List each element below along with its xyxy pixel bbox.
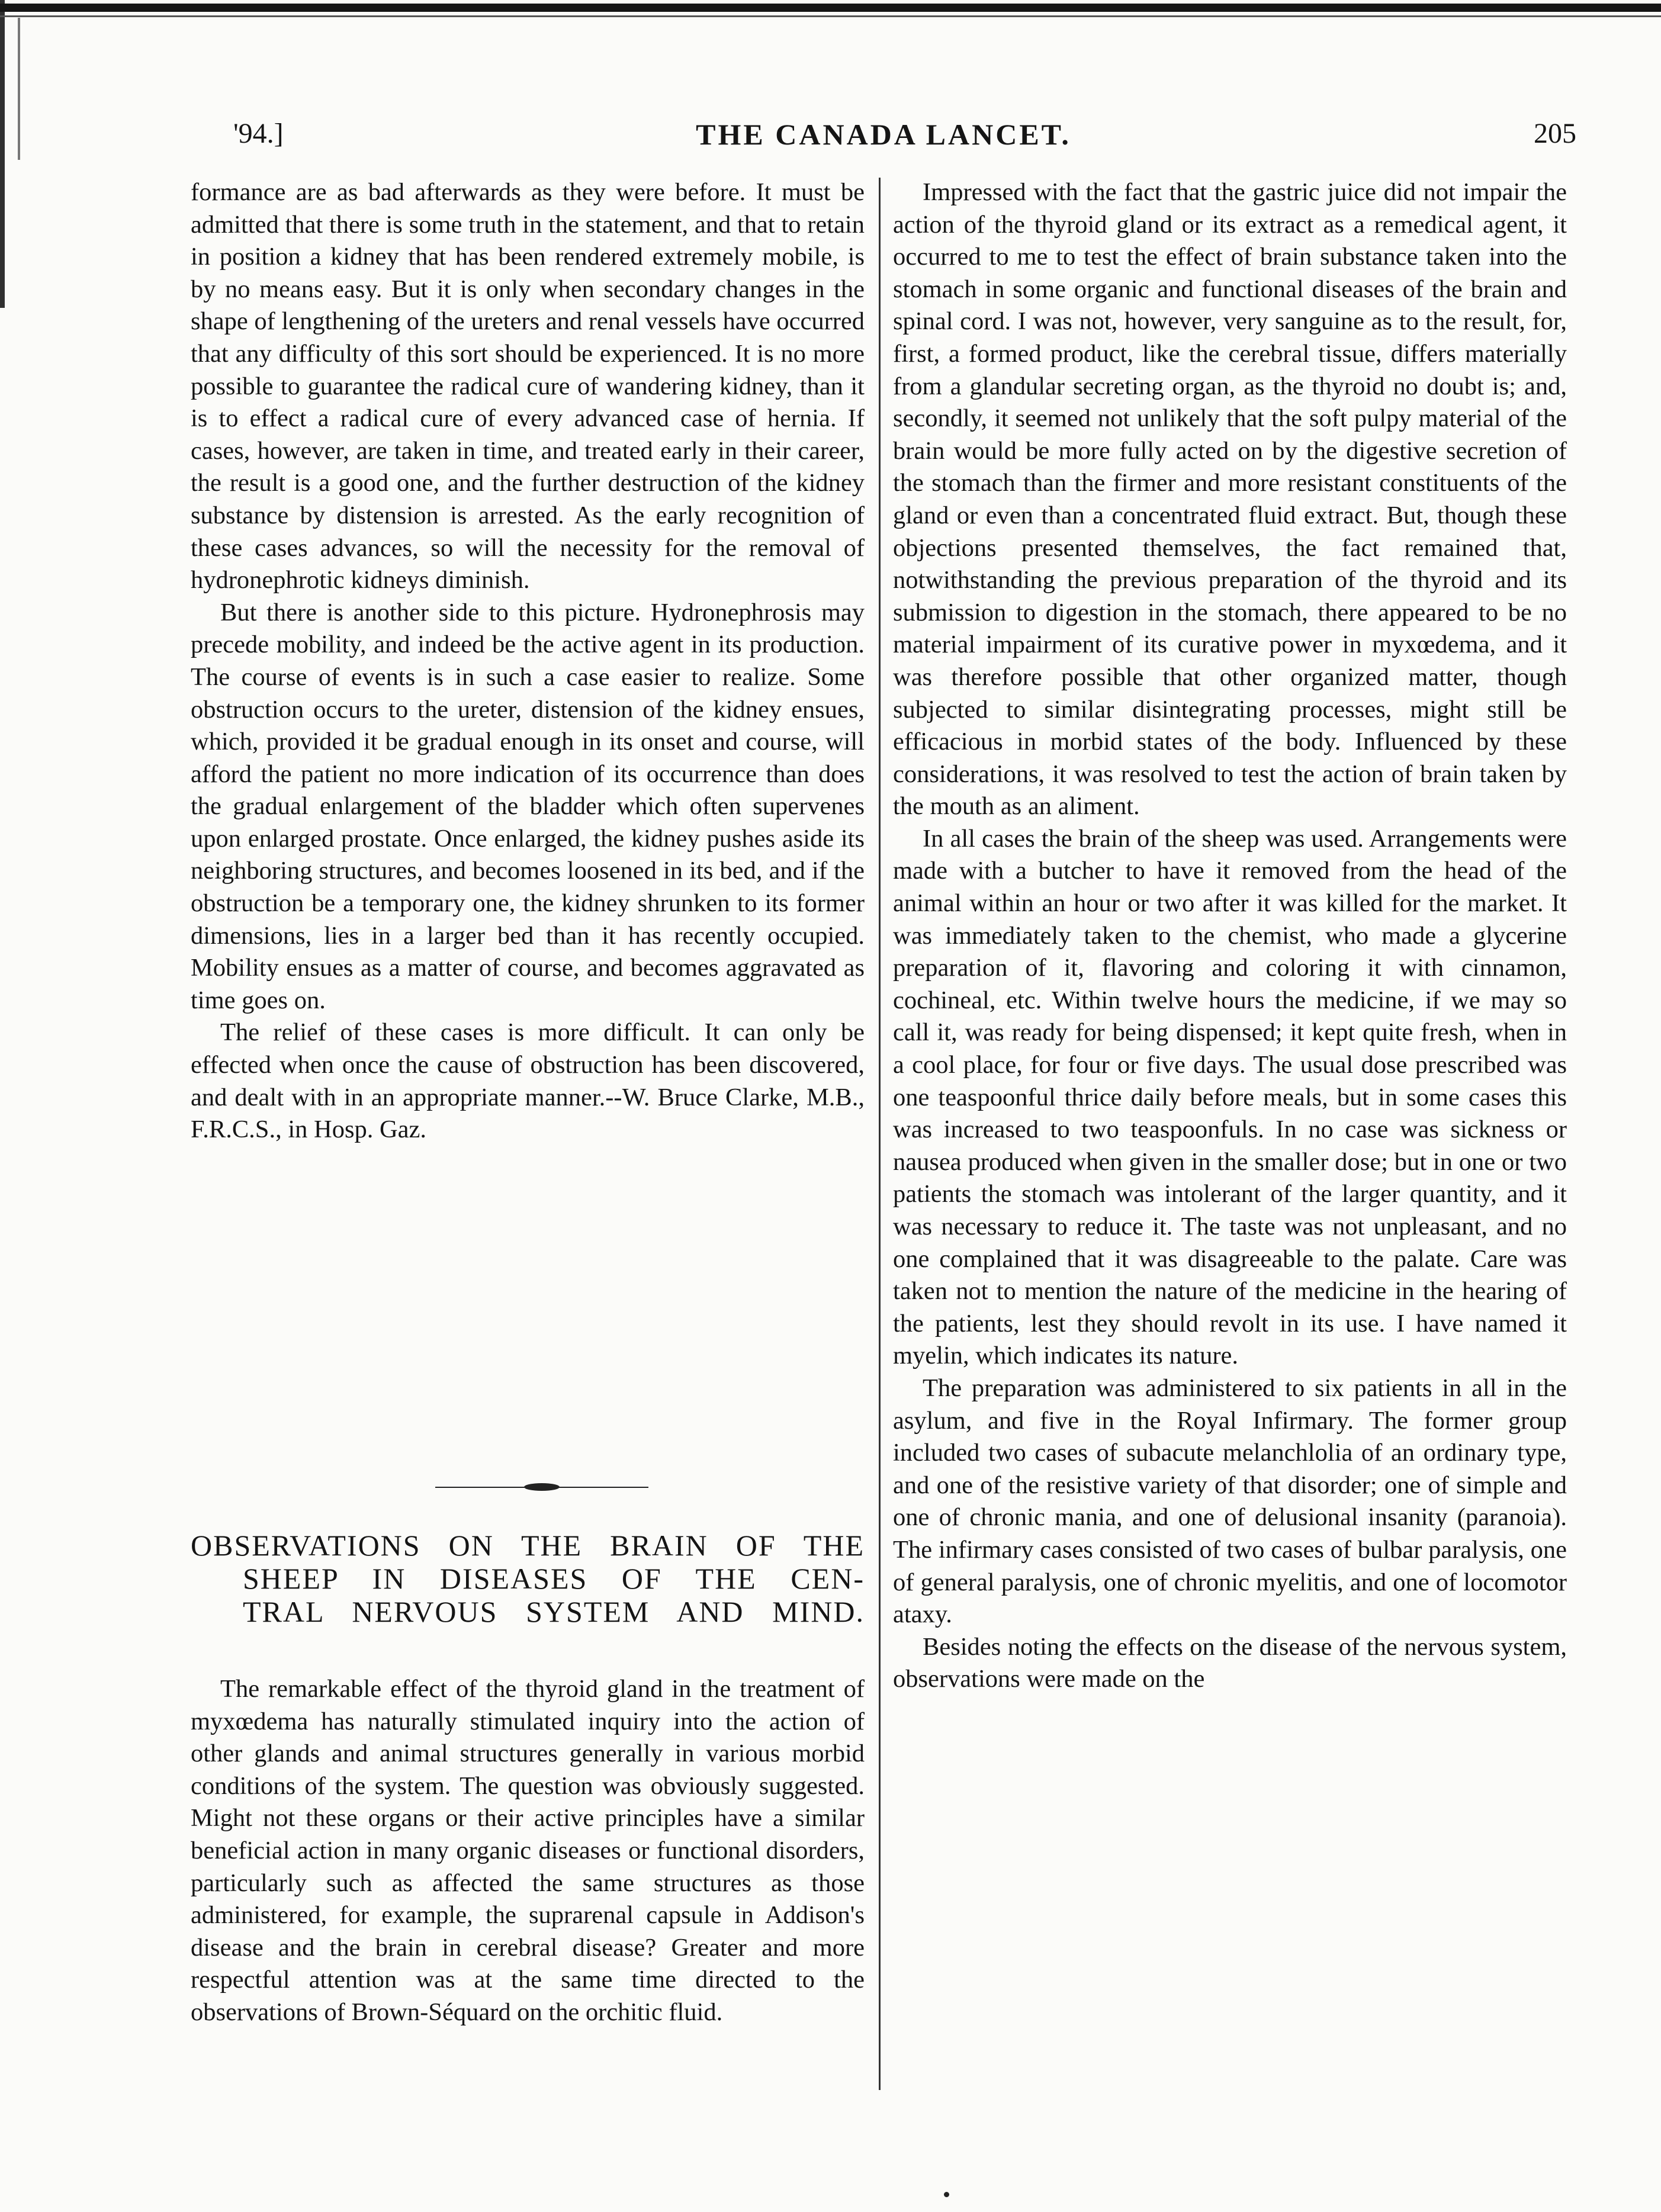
paragraph: The remarkable effect of the thyroid gland in the treatment of myxœdema has naturally stimulated inquiry into the action of other glands and animal structures generally in various morbid conditions of the system. The question was obviously suggested. Might not these organs or their active principles have a similar beneficial action in many organic diseases or functional disorders, particularly such as affected the same structures as those administered, for example, the suprarenal capsule in Addison's disease and the brain in cerebral disease? Greater and more respectful attention was at the same time directed to the observations of Brown-Séquard on the orchitic fluid. xyxy=(191,1675,865,2026)
paragraph: Impressed with the fact that the gastric juice did not impair the action of the thyroid gland or its extract as a remedical agent, it occurred to me to test the effect of brain substance taken into the stomach in some organic and functional diseases of the brain and spinal cord. I was not, however, very sanguine as to the result, for, first, a formed product, like the cerebral tissue, differs materially from a glandular secreting organ, as the thyroid no doubt is; and, secondly, it seemed not unlikely that the soft pulpy material of the brain would be more fully acted on by the digestive secretion of the stomach than the firmer and more resistant constituents of the gland or even than a concentrated fluid extract. But, though these objections presented themselves, the fact remained that, notwithstanding the previous preparation of the thyroid and its submission to digestion in the stomach, there appeared to be no material impairment of its curative power in myxœdema, and it was therefore possible that other organized matter, though subjected to similar disintegrating processes, might still be efficacious in morbid states of the body. Influenced by these considerations, it was resolved to test the action of brain taken by the mouth as an aliment. xyxy=(893,178,1567,821)
section-divider-ornament xyxy=(435,1480,648,1494)
page-edge-mark xyxy=(18,18,20,160)
article-title xyxy=(191,1529,865,1628)
volume-year: '94.] xyxy=(233,118,284,149)
column-divider xyxy=(879,178,881,2090)
paragraph: In all cases the brain of the sheep was used. Arrangements were made with a butcher to have it removed from the head of the animal within an hour or two after it was killed for the market. It was immediately taken to the chemist, who made a glycerine preparation of it, flavoring and coloring it with cinnamon, cochineal, etc. Within twelve hours the medicine, if we may so call it, was ready for being dispensed; it kept quite fresh, when in a cool place, for four or five days. The usual dose prescribed was one teaspoonful thrice daily before meals, but in some cases this was increased to two teaspoonfuls. In no case was sickness or nausea produced when given in the smaller dose; but in one or two patients the stomach was intolerant of the larger quantity, and it was necessary to reduce it. The taste was not unpleasant, and no one complained that it was disagreeable to the palate. Care was taken not to mention the nature of the medicine in the hearing of the patients, lest they should revolt in its use. I have named it myelin, which indicates its nature. xyxy=(893,824,1567,1370)
right-column xyxy=(893,176,1567,1696)
article-title-line: SHEEP IN DISEASES OF THE CEN- xyxy=(243,1562,865,1595)
paragraph: But there is another side to this picture. Hydronephrosis may precede mobility, and indeed be the active agent in its production. The course of events is in such a case easier to realize. Some obstruction occurs to the ureter, distension of the kidney ensues, which, provided it be gradual enough in its onset and course, will afford the patient no more indication of its occurrence than does the gradual enlargement of the bladder which often supervenes upon enlarged prostate. Once enlarged, the kidney pushes aside its neighboring structures, and becomes loosened in its bed, and if the obstruction be a temporary one, the kidney shrunken to its former dimensions, lies in a larger bed than it has recently occupied. Mobility ensues as a matter of course, and becomes aggravated as time goes on. xyxy=(191,598,865,1014)
paragraph: formance are as bad afterwards as they were before. It must be admitted that there is some truth in the statement, and that to retain in position a kidney that has been rendered extremely mobile, is by no means easy. But it is only when secondary changes in the shape of lengthening of the ureters and renal vessels have occurred that any difficulty of this sort should be experienced. It is no more possible to guarantee the radical cure of wandering kidney, than it is to effect a radical cure of every advanced case of hernia. If cases, however, are taken in time, and treated early in their career, the result is a good one, and the further destruction of the kidney substance by distension is arrested. As the early recognition of these cases advances, so will the necessity for the removal of hydronephrotic kidneys diminish. xyxy=(191,178,865,594)
article-title-line: OBSERVATIONS ON THE BRAIN OF THE xyxy=(191,1529,865,1562)
paragraph: Besides noting the effects on the disease of the nervous system, observations were made on the xyxy=(893,1632,1567,1693)
article-body-left xyxy=(191,1673,865,2029)
paragraph: The relief of these cases is more difficult. It can only be effected when once the cause of obstruction has been discovered, and dealt with in an appropriate manner.--W. Bruce Clarke, M.B., F.R.C.S., in Hosp. Gaz. xyxy=(191,1018,865,1144)
top-border-rule-thin xyxy=(0,15,1661,17)
journal-title: THE CANADA LANCET. xyxy=(696,118,1071,151)
paragraph: The preparation was administered to six patients in all in the asylum, and five in the Royal Infirmary. The former group included two cases of subacute melanchlolia of an ordinary type, and one of the resistive variety of that disorder; one of simple and one of chronic mania, and one of delusional insanity (paranoia). The infirmary cases consisted of two cases of bulbar paralysis, one of general paralysis, one of chronic myelitis, and one of locomotor ataxy. xyxy=(893,1374,1567,1629)
running-header xyxy=(191,117,1576,159)
page-edge-shadow xyxy=(0,0,5,308)
left-column xyxy=(191,176,865,1146)
page-number: 205 xyxy=(1534,118,1576,149)
top-border-rule xyxy=(0,4,1661,12)
article-title-line: TRAL NERVOUS SYSTEM AND MIND. xyxy=(243,1595,865,1628)
divider-center-mark xyxy=(524,1483,560,1491)
footer-mark xyxy=(944,2192,949,2197)
